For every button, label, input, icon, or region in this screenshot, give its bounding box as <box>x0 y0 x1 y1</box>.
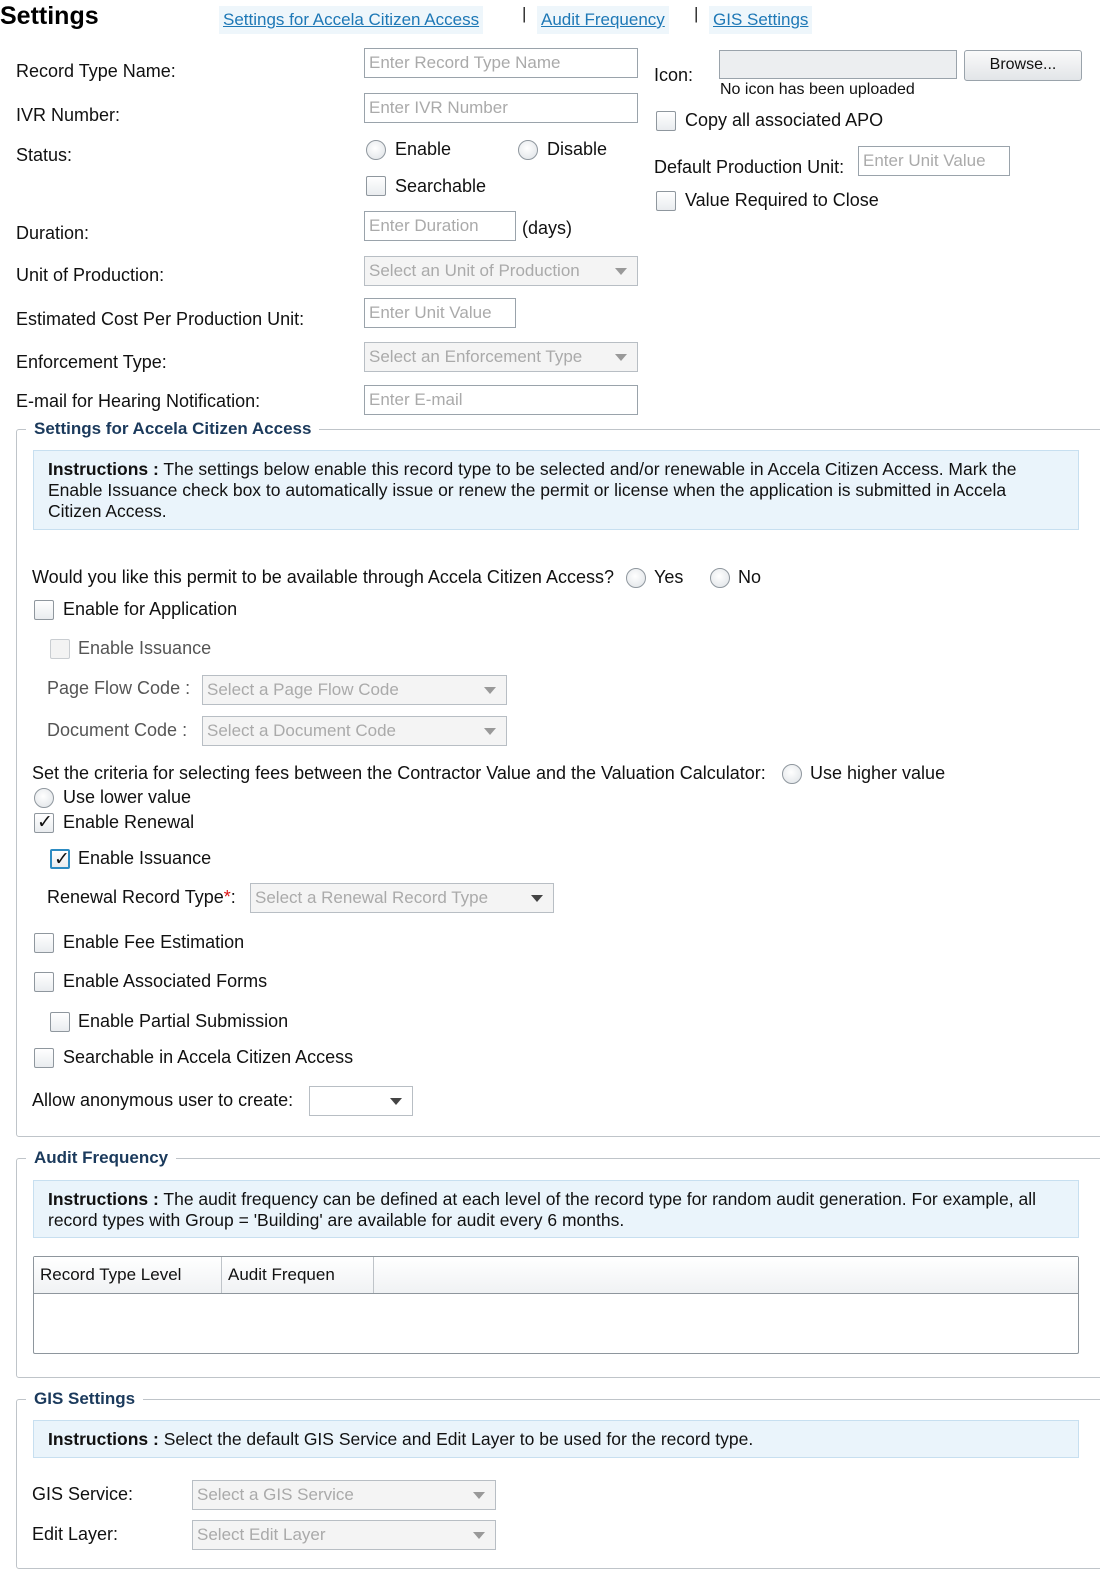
aca-instructions-label: Instructions : <box>48 459 159 479</box>
chevron-down-icon <box>484 728 496 735</box>
unit-of-production-label: Unit of Production: <box>16 265 165 285</box>
gis-service-placeholder: Select a GIS Service <box>197 1485 354 1504</box>
required-marker: * <box>223 887 231 907</box>
status-label: Status: <box>16 145 73 165</box>
renewal-colon: : <box>230 887 236 907</box>
enforcement-type-select[interactable] <box>364 342 638 372</box>
audit-frequency-grid <box>33 1256 1079 1354</box>
aca-instructions <box>33 450 1079 530</box>
estimated-cost-label: Estimated Cost Per Production Unit: <box>16 309 305 329</box>
chevron-down-icon <box>473 1532 485 1539</box>
enable-application-checkbox[interactable] <box>34 600 54 620</box>
renewal-enable-issuance-label: Enable Issuance <box>78 848 212 868</box>
audit-instructions <box>33 1180 1079 1238</box>
ivr-number-input[interactable] <box>364 93 638 123</box>
allow-anonymous-select[interactable] <box>309 1086 413 1116</box>
enforcement-type-placeholder: Select an Enforcement Type <box>369 347 583 366</box>
chevron-down-icon <box>484 687 496 694</box>
fee-criteria-text: Set the criteria for selecting fees between the Contractor Value and the Valuation Calculator: <box>32 763 766 783</box>
enable-issuance-checkbox[interactable] <box>50 639 70 659</box>
gis-instructions-text: Select the default GIS Service and Edit Layer to be used for the record type. <box>163 1429 754 1449</box>
estimated-cost-input[interactable] <box>364 298 516 328</box>
nav-link-gis-settings[interactable]: GIS Settings <box>709 6 812 34</box>
browse-button[interactable]: Browse... <box>964 50 1082 81</box>
renewal-record-type-select[interactable] <box>250 883 554 913</box>
enable-partial-submission-checkbox[interactable] <box>50 1012 70 1032</box>
page-flow-code-placeholder: Select a Page Flow Code <box>207 680 399 699</box>
enable-partial-submission-label: Enable Partial Submission <box>78 1011 289 1031</box>
aca-available-yes-label: Yes <box>654 567 684 587</box>
status-disable-label: Disable <box>547 139 608 159</box>
use-lower-radio[interactable] <box>34 788 54 808</box>
unit-of-production-placeholder: Select an Unit of Production <box>369 261 580 280</box>
gis-instructions-label: Instructions : <box>48 1429 159 1449</box>
aca-available-no-label: No <box>738 567 762 587</box>
enable-fee-estimation-checkbox[interactable] <box>34 933 54 953</box>
document-code-placeholder: Select a Document Code <box>207 721 396 740</box>
status-enable-label: Enable <box>395 139 452 159</box>
use-lower-label: Use lower value <box>63 787 192 807</box>
value-required-label: Value Required to Close <box>685 190 879 210</box>
value-required-checkbox[interactable] <box>656 191 676 211</box>
enable-fee-estimation-label: Enable Fee Estimation <box>63 932 245 952</box>
edit-layer-label: Edit Layer: <box>32 1524 119 1544</box>
duration-input[interactable] <box>364 211 516 241</box>
status-enable-radio[interactable] <box>366 140 386 160</box>
aca-settings-legend: Settings for Accela Citizen Access <box>26 419 319 439</box>
page-flow-code-label: Page Flow Code : <box>47 678 191 698</box>
aca-available-no-radio[interactable] <box>710 568 730 588</box>
email-hearing-input[interactable] <box>364 385 638 415</box>
default-production-unit-label: Default Production Unit: <box>654 157 845 177</box>
record-type-name-input[interactable] <box>364 48 638 78</box>
enable-renewal-checkbox[interactable] <box>34 813 54 833</box>
searchable-checkbox[interactable] <box>366 176 386 196</box>
enable-renewal-label: Enable Renewal <box>63 812 195 832</box>
grid-header <box>34 1257 1078 1294</box>
duration-label: Duration: <box>16 223 90 243</box>
renewal-record-type-placeholder: Select a Renewal Record Type <box>255 888 489 907</box>
enforcement-type-label: Enforcement Type: <box>16 352 167 372</box>
column-header-record-type-level[interactable]: Record Type Level <box>34 1257 222 1293</box>
nav-link-audit-frequency[interactable]: Audit Frequency <box>537 6 669 34</box>
page-flow-code-select[interactable] <box>202 675 507 705</box>
nav-link-aca-settings[interactable]: Settings for Accela Citizen Access <box>219 6 483 34</box>
email-hearing-label: E-mail for Hearing Notification: <box>16 391 261 411</box>
use-higher-label: Use higher value <box>810 763 946 783</box>
chevron-down-icon <box>531 895 543 902</box>
chevron-down-icon <box>390 1098 402 1105</box>
audit-instructions-text: The audit frequency can be defined at each level of the record type for random audit generation. For example, all record types with Group = 'Building' are available for audit every 6 months. <box>48 1189 1036 1230</box>
record-type-name-label: Record Type Name: <box>16 61 176 81</box>
searchable-aca-checkbox[interactable] <box>34 1048 54 1068</box>
edit-layer-select[interactable] <box>192 1520 496 1550</box>
icon-label: Icon: <box>654 65 694 85</box>
copy-apo-checkbox[interactable] <box>656 111 676 131</box>
enable-associated-forms-label: Enable Associated Forms <box>63 971 268 991</box>
gis-service-select[interactable] <box>192 1480 496 1510</box>
renewal-record-type-label <box>47 887 236 908</box>
ivr-number-label: IVR Number: <box>16 105 121 125</box>
searchable-label: Searchable <box>395 176 487 196</box>
enable-associated-forms-checkbox[interactable] <box>34 972 54 992</box>
nav-separator: | <box>694 4 699 23</box>
aca-instructions-text: The settings below enable this record type to be selected and/or renewable in Accela Citizen Access. Mark the Enable Issuance check box to automatically issue or renew the permit or license when the application is submitted in Accela Citizen Access. <box>48 459 1017 521</box>
icon-status-text: No icon has been uploaded <box>720 81 915 98</box>
searchable-aca-label: Searchable in Accela Citizen Access <box>63 1047 354 1067</box>
gis-service-label: GIS Service: <box>32 1484 134 1504</box>
chevron-down-icon <box>615 354 627 361</box>
edit-layer-placeholder: Select Edit Layer <box>197 1525 326 1544</box>
page-title: Settings <box>0 2 99 30</box>
gis-instructions <box>33 1420 1079 1458</box>
chevron-down-icon <box>615 268 627 275</box>
copy-apo-label: Copy all associated APO <box>685 110 884 130</box>
use-higher-radio[interactable] <box>782 764 802 784</box>
audit-frequency-legend: Audit Frequency <box>26 1148 176 1168</box>
document-code-select[interactable] <box>202 716 507 746</box>
status-disable-radio[interactable] <box>518 140 538 160</box>
icon-file-input[interactable] <box>719 50 957 79</box>
audit-instructions-label: Instructions : <box>48 1189 159 1209</box>
chevron-down-icon <box>473 1492 485 1499</box>
aca-available-yes-radio[interactable] <box>626 568 646 588</box>
enable-application-label: Enable for Application <box>63 599 238 619</box>
renewal-enable-issuance-checkbox[interactable] <box>50 849 70 869</box>
nav-separator: | <box>522 4 527 23</box>
duration-unit: (days) <box>522 218 573 238</box>
unit-of-production-select[interactable] <box>364 256 638 286</box>
aca-available-question: Would you like this permit to be available through Accela Citizen Access? <box>32 567 614 587</box>
enable-issuance-label: Enable Issuance <box>78 638 212 658</box>
renewal-record-type-text: Renewal Record Type <box>47 887 224 907</box>
gis-settings-legend: GIS Settings <box>26 1389 143 1409</box>
column-header-audit-frequency[interactable]: Audit Frequen <box>222 1257 374 1293</box>
allow-anonymous-label: Allow anonymous user to create: <box>32 1090 294 1110</box>
document-code-label: Document Code : <box>47 720 188 740</box>
default-production-unit-input[interactable] <box>858 146 1010 176</box>
